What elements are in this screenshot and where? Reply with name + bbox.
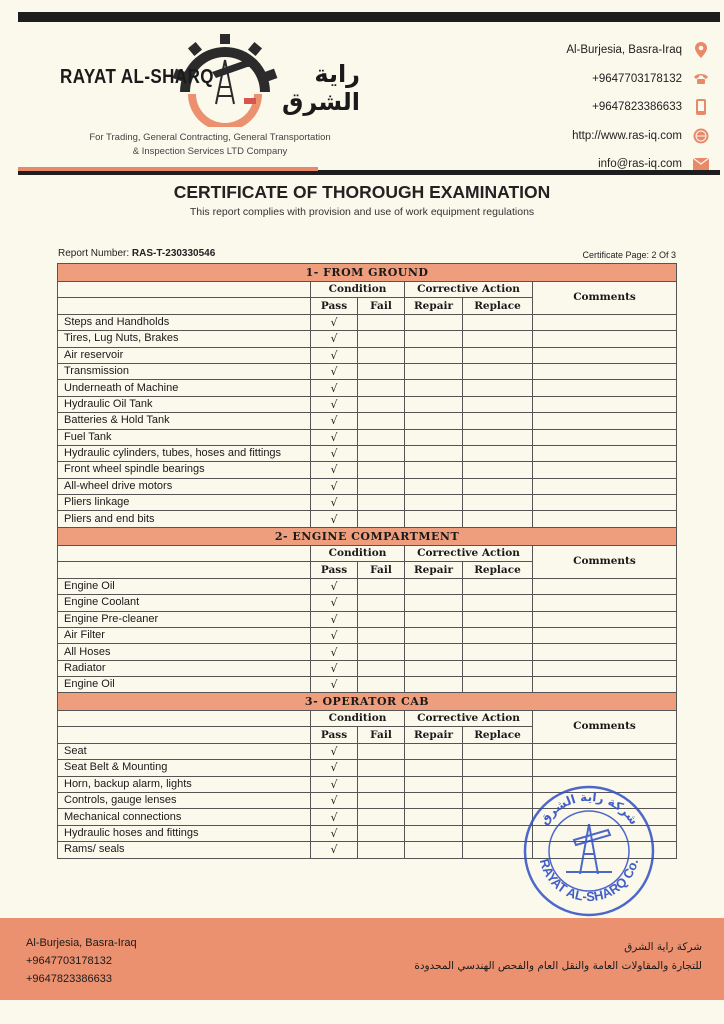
pass-check: √ bbox=[311, 413, 358, 429]
contact-website-text[interactable]: http://www.ras-iq.com bbox=[572, 129, 682, 142]
pass-check: √ bbox=[311, 445, 358, 461]
pass-check: √ bbox=[311, 776, 358, 792]
fail-cell bbox=[358, 578, 405, 594]
inspection-item: Seat Belt & Mounting bbox=[58, 760, 311, 776]
replace-cell bbox=[463, 760, 533, 776]
replace-cell bbox=[463, 478, 533, 494]
repair-cell bbox=[405, 331, 463, 347]
comments-header: Comments bbox=[533, 546, 677, 579]
inspection-item: Batteries & Hold Tank bbox=[58, 413, 311, 429]
repair-cell bbox=[405, 462, 463, 478]
replace-cell bbox=[463, 462, 533, 478]
comments-cell bbox=[533, 314, 677, 330]
inspection-item: Hydraulic cylinders, tubes, hoses and fittings bbox=[58, 445, 311, 461]
repair-cell bbox=[405, 478, 463, 494]
pass-header: Pass bbox=[311, 727, 358, 743]
fail-cell bbox=[358, 347, 405, 363]
fail-cell bbox=[358, 363, 405, 379]
table-row bbox=[58, 380, 677, 396]
table-row bbox=[58, 760, 677, 776]
replace-cell bbox=[463, 347, 533, 363]
repair-cell bbox=[405, 627, 463, 643]
blank-subheader-cell bbox=[58, 562, 311, 578]
table-row bbox=[58, 495, 677, 511]
fail-cell bbox=[358, 743, 405, 759]
corrective-action-header: Corrective Action bbox=[405, 546, 533, 562]
company-tagline bbox=[60, 131, 360, 159]
fail-cell bbox=[358, 842, 405, 858]
fail-cell bbox=[358, 413, 405, 429]
replace-cell bbox=[463, 660, 533, 676]
fail-header: Fail bbox=[358, 298, 405, 314]
contact-phone-2 bbox=[490, 93, 710, 122]
table-row bbox=[58, 660, 677, 676]
stamp-text-ar: شركة راية الشرق bbox=[536, 789, 642, 828]
comments-cell bbox=[533, 578, 677, 594]
replace-cell bbox=[463, 445, 533, 461]
fail-cell bbox=[358, 660, 405, 676]
comments-header: Comments bbox=[533, 711, 677, 744]
comments-cell bbox=[533, 627, 677, 643]
pass-check: √ bbox=[311, 380, 358, 396]
contact-email-text[interactable]: info@ras-iq.com bbox=[598, 158, 682, 171]
contact-address bbox=[490, 36, 710, 65]
pass-check: √ bbox=[311, 347, 358, 363]
tagline-line-2: & Inspection Services LTD Company bbox=[132, 146, 288, 157]
pass-check: √ bbox=[311, 809, 358, 825]
pass-check: √ bbox=[311, 495, 358, 511]
repair-cell bbox=[405, 660, 463, 676]
pass-check: √ bbox=[311, 429, 358, 445]
comments-cell bbox=[533, 611, 677, 627]
pass-check: √ bbox=[311, 396, 358, 412]
fail-cell bbox=[358, 396, 405, 412]
inspection-item: Controls, gauge lenses bbox=[58, 792, 311, 808]
stamp-text-en: RAYAT AL-SHARQ Co. bbox=[536, 857, 642, 905]
pass-check: √ bbox=[311, 331, 358, 347]
logo-text-ar: راية الشرق bbox=[281, 60, 360, 116]
globe-icon bbox=[692, 127, 710, 145]
repair-cell bbox=[405, 644, 463, 660]
pass-check: √ bbox=[311, 462, 358, 478]
comments-cell bbox=[533, 743, 677, 759]
pass-check: √ bbox=[311, 578, 358, 594]
blank-header-cell bbox=[58, 282, 311, 298]
footer-company-name-ar: شركة راية الشرق bbox=[624, 941, 702, 953]
replace-cell bbox=[463, 743, 533, 759]
inspection-item: Engine Coolant bbox=[58, 595, 311, 611]
repair-cell bbox=[405, 578, 463, 594]
section-table bbox=[57, 263, 677, 528]
footer-address: Al-Burjesia, Basra-Iraq bbox=[26, 937, 137, 949]
report-number-label: Report Number: bbox=[58, 248, 130, 259]
repair-header: Repair bbox=[405, 298, 463, 314]
inspection-item: Engine Oil bbox=[58, 677, 311, 693]
repair-cell bbox=[405, 792, 463, 808]
bottom-margin bbox=[0, 1000, 724, 1024]
comments-cell bbox=[533, 462, 677, 478]
header-divider-accent bbox=[18, 167, 318, 171]
pass-check: √ bbox=[311, 478, 358, 494]
replace-cell bbox=[463, 331, 533, 347]
table-row bbox=[58, 331, 677, 347]
corrective-action-header: Corrective Action bbox=[405, 711, 533, 727]
replace-header: Replace bbox=[463, 562, 533, 578]
table-row bbox=[58, 578, 677, 594]
inspection-item: Horn, backup alarm, lights bbox=[58, 776, 311, 792]
fail-cell bbox=[358, 495, 405, 511]
table-row bbox=[58, 429, 677, 445]
comments-header: Comments bbox=[533, 282, 677, 315]
inspection-item: Pliers linkage bbox=[58, 495, 311, 511]
inspection-item: Rams/ seals bbox=[58, 842, 311, 858]
fail-cell bbox=[358, 462, 405, 478]
repair-cell bbox=[405, 429, 463, 445]
pass-check: √ bbox=[311, 595, 358, 611]
replace-cell bbox=[463, 627, 533, 643]
replace-cell bbox=[463, 611, 533, 627]
fail-cell bbox=[358, 825, 405, 841]
fail-cell bbox=[358, 644, 405, 660]
inspection-item: Radiator bbox=[58, 660, 311, 676]
repair-cell bbox=[405, 445, 463, 461]
company-stamp bbox=[522, 784, 656, 918]
inspection-item: All-wheel drive motors bbox=[58, 478, 311, 494]
contact-phone-2-text: +9647823386633 bbox=[592, 101, 682, 114]
svg-text:RAYAT AL-SHARQ Co. bbox=[537, 857, 641, 904]
footer-phone-1: +9647703178132 bbox=[26, 955, 112, 967]
repair-cell bbox=[405, 511, 463, 527]
column-header-row bbox=[58, 711, 677, 727]
repair-cell bbox=[405, 743, 463, 759]
pass-check: √ bbox=[311, 842, 358, 858]
tagline-line-1: For Trading, General Contracting, General Transportation bbox=[89, 132, 331, 143]
document-title: CERTIFICATE OF THOROUGH EXAMINATION bbox=[173, 182, 551, 202]
comments-cell bbox=[533, 660, 677, 676]
pass-check: √ bbox=[311, 644, 358, 660]
pass-check: √ bbox=[311, 743, 358, 759]
replace-cell bbox=[463, 363, 533, 379]
comments-cell bbox=[533, 760, 677, 776]
comments-cell bbox=[533, 511, 677, 527]
comments-cell bbox=[533, 380, 677, 396]
footer-services-ar: للتجارة والمقاولات العامة والنقل العام والفحص الهندسي المحدودة bbox=[414, 960, 702, 972]
inspection-item: Tires, Lug Nuts, Brakes bbox=[58, 331, 311, 347]
pass-check: √ bbox=[311, 314, 358, 330]
repair-cell bbox=[405, 396, 463, 412]
repair-header: Repair bbox=[405, 562, 463, 578]
fail-cell bbox=[358, 314, 405, 330]
company-logo bbox=[40, 30, 360, 126]
contact-website[interactable] bbox=[490, 122, 710, 151]
top-bar bbox=[18, 12, 720, 22]
inspection-item: Hydraulic hoses and fittings bbox=[58, 825, 311, 841]
table-row bbox=[58, 363, 677, 379]
replace-header: Replace bbox=[463, 727, 533, 743]
contact-phone-1 bbox=[490, 65, 710, 94]
pass-check: √ bbox=[311, 825, 358, 841]
comments-cell bbox=[533, 429, 677, 445]
replace-cell bbox=[463, 380, 533, 396]
fail-cell bbox=[358, 809, 405, 825]
table-row bbox=[58, 627, 677, 643]
comments-cell bbox=[533, 347, 677, 363]
contact-phone-1-text: +9647703178132 bbox=[592, 72, 682, 85]
inspection-item: Air reservoir bbox=[58, 347, 311, 363]
repair-header: Repair bbox=[405, 727, 463, 743]
repair-cell bbox=[405, 842, 463, 858]
blank-subheader-cell bbox=[58, 298, 311, 314]
comments-cell bbox=[533, 331, 677, 347]
contact-list bbox=[490, 36, 710, 179]
repair-cell bbox=[405, 760, 463, 776]
report-number bbox=[58, 248, 215, 259]
fail-cell bbox=[358, 380, 405, 396]
repair-cell bbox=[405, 595, 463, 611]
section-table bbox=[57, 527, 677, 694]
condition-header: Condition bbox=[311, 546, 405, 562]
document-subtitle: This report complies with provision and use of work equipment regulations bbox=[189, 206, 535, 218]
fail-header: Fail bbox=[358, 562, 405, 578]
fail-cell bbox=[358, 677, 405, 693]
replace-cell bbox=[463, 644, 533, 660]
replace-cell bbox=[463, 677, 533, 693]
pass-header: Pass bbox=[311, 562, 358, 578]
pass-check: √ bbox=[311, 511, 358, 527]
inspection-item: Hydraulic Oil Tank bbox=[58, 396, 311, 412]
column-header-row bbox=[58, 282, 677, 298]
table-row bbox=[58, 644, 677, 660]
inspection-item: Air Filter bbox=[58, 627, 311, 643]
blank-header-cell bbox=[58, 546, 311, 562]
pass-check: √ bbox=[311, 627, 358, 643]
replace-cell bbox=[463, 429, 533, 445]
fail-cell bbox=[358, 445, 405, 461]
mobile-icon bbox=[692, 98, 710, 116]
repair-cell bbox=[405, 809, 463, 825]
table-row bbox=[58, 743, 677, 759]
fail-cell bbox=[358, 478, 405, 494]
replace-cell bbox=[463, 396, 533, 412]
contact-address-text: Al-Burjesia, Basra-Iraq bbox=[566, 44, 682, 57]
condition-header: Condition bbox=[311, 711, 405, 727]
location-icon bbox=[692, 41, 710, 59]
comments-cell bbox=[533, 595, 677, 611]
pass-check: √ bbox=[311, 363, 358, 379]
comments-cell bbox=[533, 413, 677, 429]
table-row bbox=[58, 462, 677, 478]
fail-cell bbox=[358, 429, 405, 445]
fail-cell bbox=[358, 776, 405, 792]
replace-cell bbox=[463, 511, 533, 527]
corrective-action-header: Corrective Action bbox=[405, 282, 533, 298]
phone-icon bbox=[692, 70, 710, 88]
section-title: 2- ENGINE COMPARTMENT bbox=[58, 528, 677, 546]
pass-check: √ bbox=[311, 677, 358, 693]
inspection-item: Front wheel spindle bearings bbox=[58, 462, 311, 478]
footer-company-ar bbox=[414, 938, 702, 976]
fail-cell bbox=[358, 792, 405, 808]
comments-cell bbox=[533, 495, 677, 511]
inspection-item: Pliers and end bits bbox=[58, 511, 311, 527]
inspection-item: Transmission bbox=[58, 363, 311, 379]
repair-cell bbox=[405, 413, 463, 429]
table-row bbox=[58, 396, 677, 412]
fail-header: Fail bbox=[358, 727, 405, 743]
repair-cell bbox=[405, 776, 463, 792]
repair-cell bbox=[405, 825, 463, 841]
fail-cell bbox=[358, 331, 405, 347]
table-row bbox=[58, 347, 677, 363]
pass-check: √ bbox=[311, 792, 358, 808]
pass-header: Pass bbox=[311, 298, 358, 314]
table-row bbox=[58, 314, 677, 330]
svg-text:شركة راية الشرق bbox=[537, 790, 641, 827]
inspection-item: Engine Pre-cleaner bbox=[58, 611, 311, 627]
table-row bbox=[58, 413, 677, 429]
fail-cell bbox=[358, 511, 405, 527]
pass-check: √ bbox=[311, 760, 358, 776]
footer-phone-2: +9647823386633 bbox=[26, 973, 112, 985]
comments-cell bbox=[533, 478, 677, 494]
inspection-item: Steps and Handholds bbox=[58, 314, 311, 330]
comments-cell bbox=[533, 396, 677, 412]
section-title: 1- FROM GROUND bbox=[58, 264, 677, 282]
repair-cell bbox=[405, 677, 463, 693]
blank-header-cell bbox=[58, 711, 311, 727]
footer-contact bbox=[26, 934, 137, 988]
fail-cell bbox=[358, 595, 405, 611]
table-row bbox=[58, 511, 677, 527]
fail-cell bbox=[358, 760, 405, 776]
inspection-item: Mechanical connections bbox=[58, 809, 311, 825]
blank-subheader-cell bbox=[58, 727, 311, 743]
comments-cell bbox=[533, 363, 677, 379]
fail-cell bbox=[358, 611, 405, 627]
comments-cell bbox=[533, 644, 677, 660]
table-row bbox=[58, 677, 677, 693]
table-row bbox=[58, 595, 677, 611]
inspection-item: Seat bbox=[58, 743, 311, 759]
condition-header: Condition bbox=[311, 282, 405, 298]
repair-cell bbox=[405, 495, 463, 511]
repair-cell bbox=[405, 347, 463, 363]
repair-cell bbox=[405, 363, 463, 379]
pass-check: √ bbox=[311, 611, 358, 627]
report-number-value: RAS-T-230330546 bbox=[131, 248, 216, 259]
fail-cell bbox=[358, 627, 405, 643]
replace-cell bbox=[463, 495, 533, 511]
table-row bbox=[58, 611, 677, 627]
inspection-item: Fuel Tank bbox=[58, 429, 311, 445]
logo-text-en: RAYAT AL-SHARQ bbox=[60, 66, 214, 88]
section-header bbox=[58, 264, 677, 282]
table-row bbox=[58, 478, 677, 494]
certificate-page: Certificate Page: 2 Of 3 bbox=[582, 250, 676, 260]
inspection-item: All Hoses bbox=[58, 644, 311, 660]
replace-header: Replace bbox=[463, 298, 533, 314]
footer bbox=[0, 918, 724, 1000]
repair-cell bbox=[405, 314, 463, 330]
repair-cell bbox=[405, 611, 463, 627]
replace-cell bbox=[463, 578, 533, 594]
column-header-row bbox=[58, 546, 677, 562]
inspection-item: Underneath of Machine bbox=[58, 380, 311, 396]
section-header bbox=[58, 528, 677, 546]
replace-cell bbox=[463, 595, 533, 611]
section-header bbox=[58, 693, 677, 711]
repair-cell bbox=[405, 380, 463, 396]
comments-cell bbox=[533, 445, 677, 461]
comments-cell bbox=[533, 677, 677, 693]
replace-cell bbox=[463, 413, 533, 429]
table-row bbox=[58, 445, 677, 461]
section-title: 3- OPERATOR CAB bbox=[58, 693, 677, 711]
replace-cell bbox=[463, 314, 533, 330]
pass-check: √ bbox=[311, 660, 358, 676]
inspection-item: Engine Oil bbox=[58, 578, 311, 594]
